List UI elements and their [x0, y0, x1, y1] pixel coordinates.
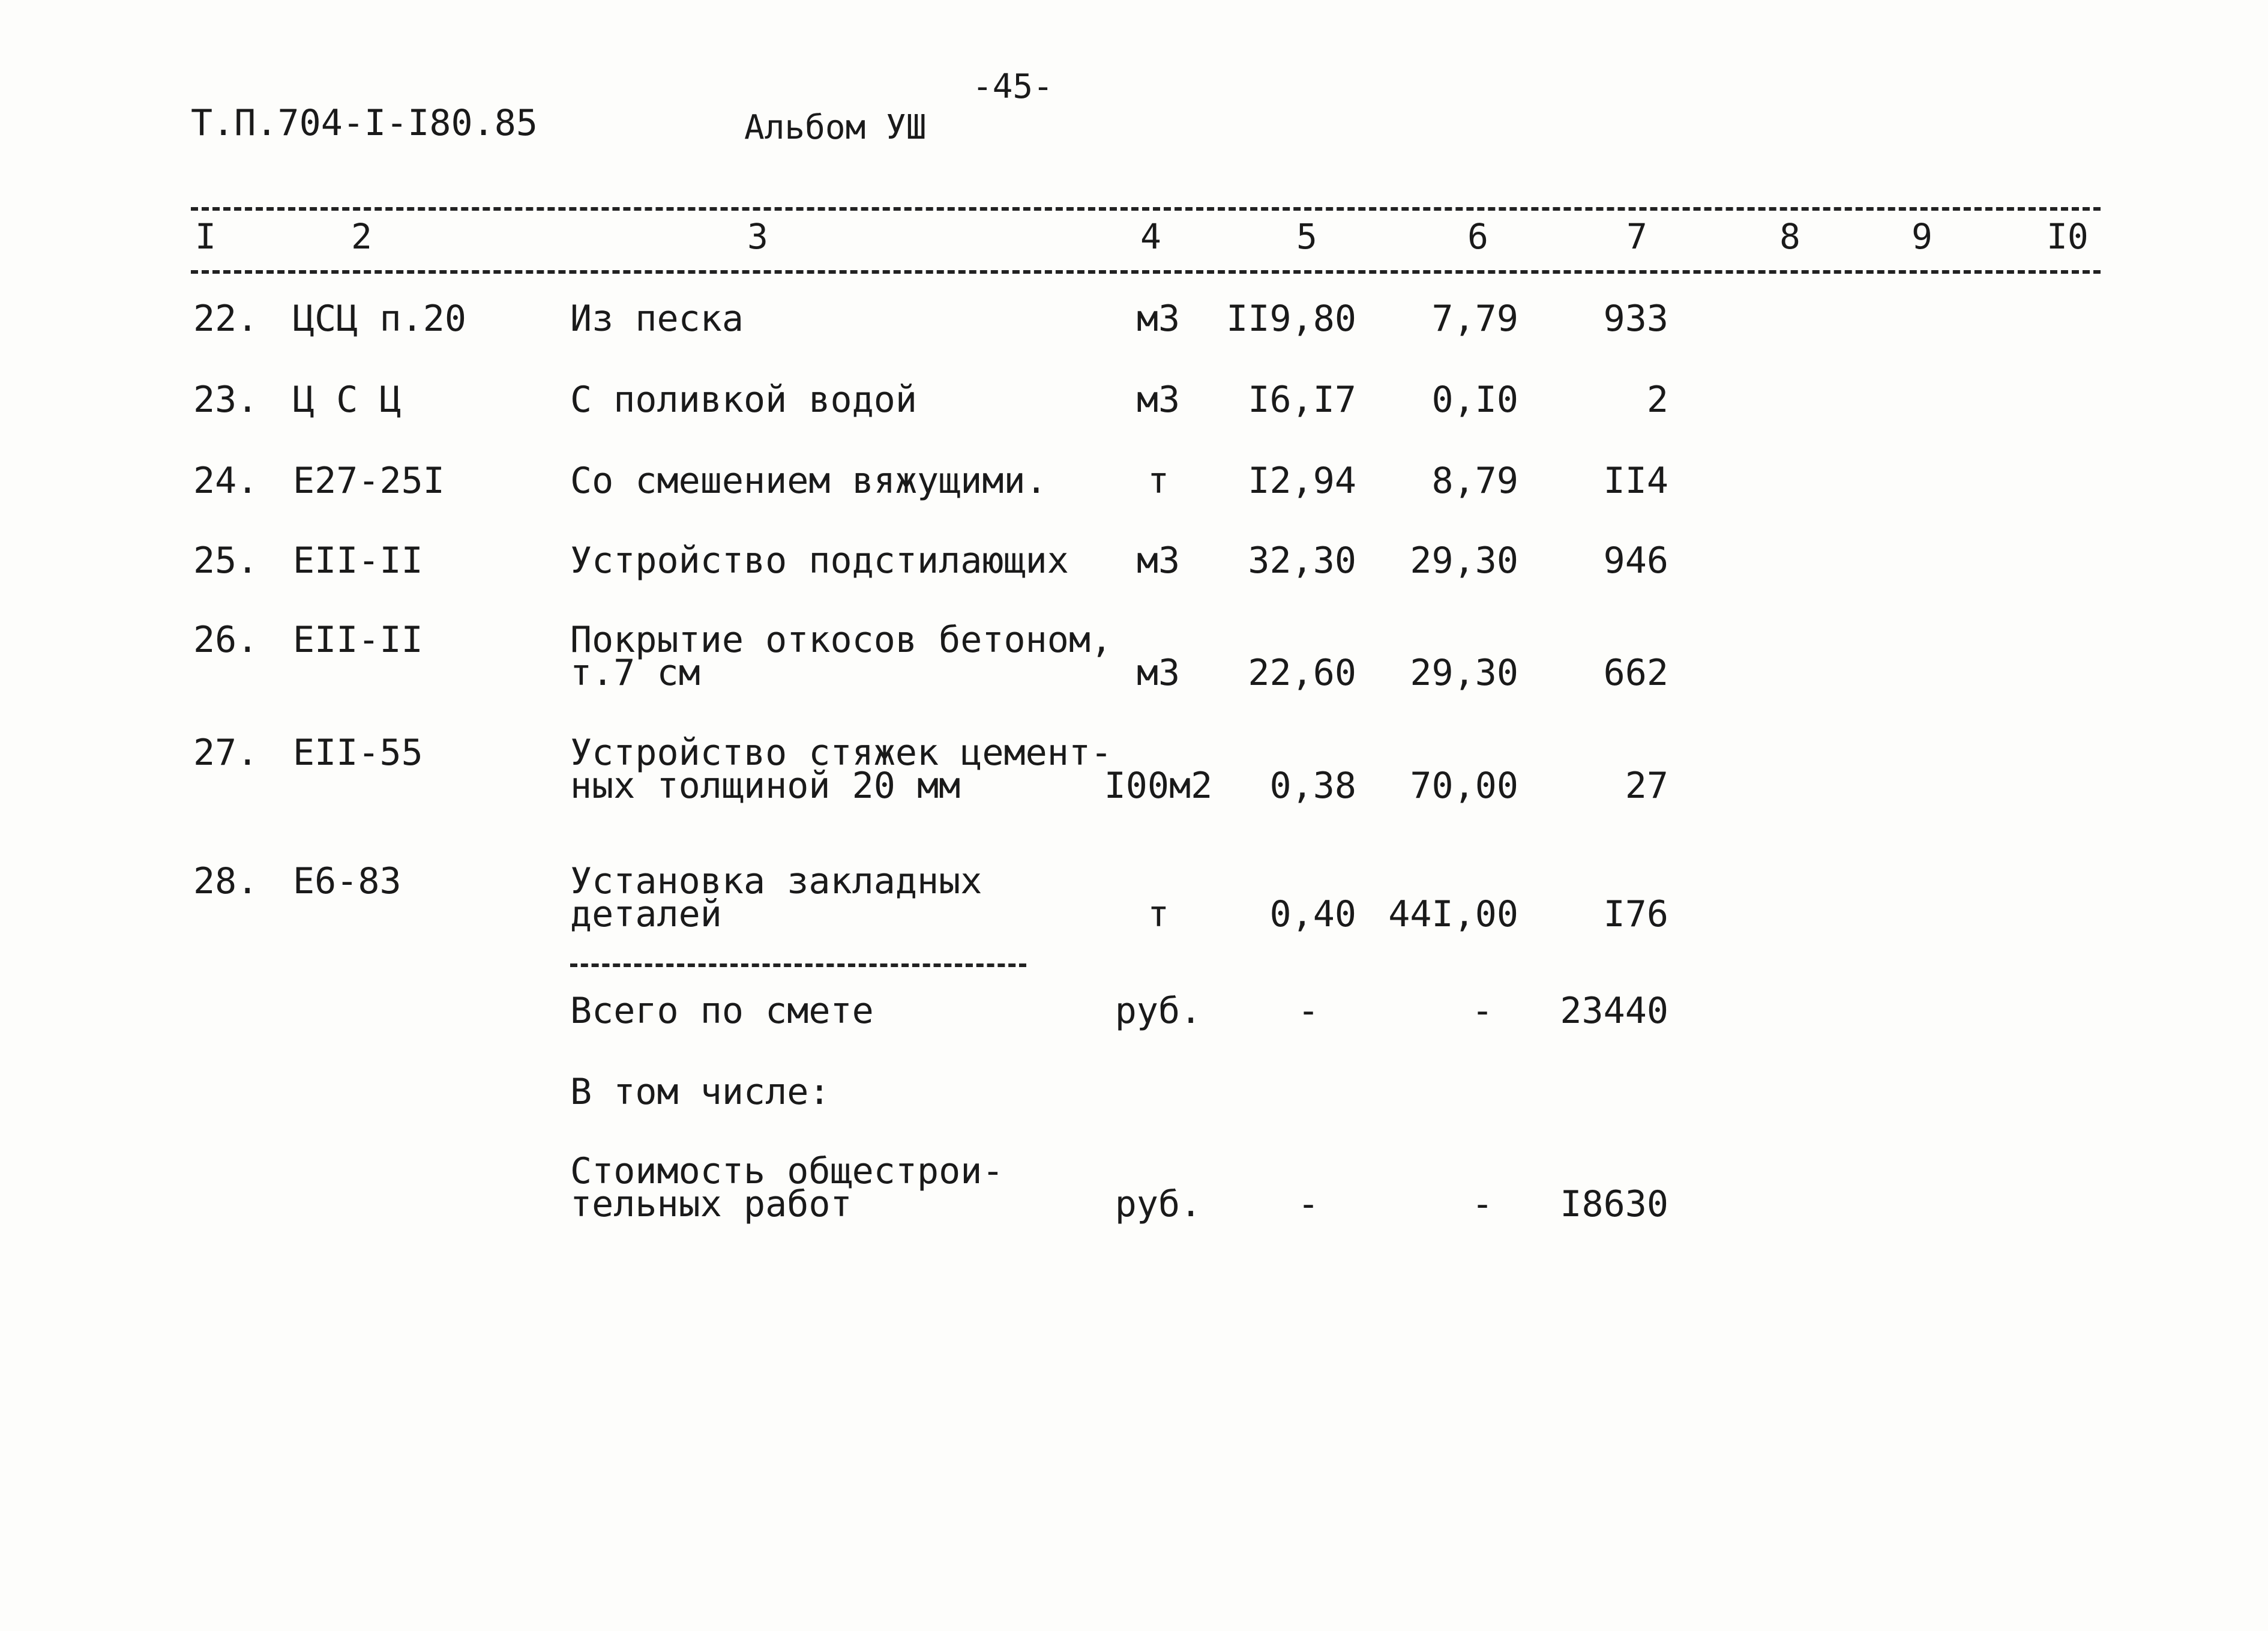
row-total: 946 [1603, 540, 1668, 582]
row-description-line-2: ных толщиной 20 мм [570, 765, 961, 807]
general-works-unit: руб. [1114, 1183, 1202, 1225]
table-top-rule [191, 207, 2101, 211]
row-quantity: 0,38 [1269, 765, 1356, 807]
column-number-8: 8 [1779, 216, 1800, 257]
row-description-line-2: деталей [570, 893, 722, 935]
totals-divider [570, 963, 1026, 967]
row-number: 23. [193, 379, 259, 421]
row-quantity: 32,30 [1248, 540, 1356, 582]
row-quantity: 22,60 [1248, 652, 1356, 694]
row-description: С поливкой водой [570, 379, 917, 421]
row-description: Устройство подстилающих [570, 540, 1069, 582]
row-description: Из песка [570, 298, 744, 340]
row-number: 27. [193, 732, 259, 774]
row-code: ЦСЦ п.20 [293, 298, 466, 340]
row-total: II4 [1603, 460, 1668, 502]
total-unit-price: - [1471, 990, 1494, 1032]
row-total: I76 [1603, 893, 1668, 935]
row-number: 26. [193, 619, 259, 661]
row-unit-price: 7,79 [1431, 298, 1518, 340]
general-works-unit-price: - [1471, 1183, 1494, 1225]
row-total: 933 [1603, 298, 1668, 340]
row-unit: т [1147, 893, 1170, 935]
general-works-value: I8630 [1560, 1183, 1668, 1225]
row-total: 27 [1625, 765, 1668, 807]
general-works-label-line-2: тельных работ [570, 1183, 852, 1225]
column-number-3: 3 [747, 216, 768, 257]
page-number: -45- [972, 67, 1053, 106]
row-unit: м3 [1136, 379, 1181, 421]
row-code: ЕII-II [293, 540, 423, 582]
general-works-label-line-1: Стоимость общестрои- [570, 1150, 1004, 1192]
row-unit: м3 [1136, 540, 1181, 582]
row-unit-price: 8,79 [1431, 460, 1518, 502]
row-unit: I00м2 [1104, 765, 1213, 807]
column-number-5: 5 [1296, 216, 1317, 257]
row-description-line-1: Устройство стяжек цемент- [570, 732, 1113, 774]
row-quantity: I2,94 [1248, 460, 1356, 502]
row-description: Со смешением вяжущими. [570, 460, 1047, 502]
row-description-line-1: Покрытие откосов бетоном, [570, 619, 1113, 661]
column-number-7: 7 [1626, 216, 1647, 257]
row-quantity: I6,I7 [1248, 379, 1356, 421]
general-works-quantity: - [1297, 1183, 1320, 1225]
row-unit-price: 44I,00 [1388, 893, 1518, 935]
row-code: Ц С Ц [293, 379, 402, 421]
document-code: Т.П.704-I-I80.85 [191, 102, 538, 144]
row-unit-price: 70,00 [1410, 765, 1518, 807]
total-label: Всего по смете [570, 990, 874, 1032]
row-quantity: II9,80 [1226, 298, 1356, 340]
row-total: 2 [1646, 379, 1668, 421]
row-unit: м3 [1136, 652, 1181, 694]
row-unit: м3 [1136, 298, 1181, 340]
row-number: 25. [193, 540, 259, 582]
row-total: 662 [1603, 652, 1668, 694]
total-unit: руб. [1114, 990, 1202, 1032]
row-code: Е6-83 [293, 860, 402, 902]
row-quantity: 0,40 [1269, 893, 1356, 935]
row-description-line-1: Установка закладных [570, 860, 982, 902]
column-number-10: I0 [2047, 216, 2089, 257]
row-number: 28. [193, 860, 259, 902]
row-code: ЕII-55 [293, 732, 423, 774]
row-unit-price: 29,30 [1410, 652, 1518, 694]
including-label: В том числе: [570, 1071, 831, 1113]
row-unit-price: 0,I0 [1431, 379, 1518, 421]
total-quantity: - [1297, 990, 1320, 1032]
column-number-4: 4 [1140, 216, 1161, 257]
table-header-rule [191, 270, 2101, 274]
row-unit: т [1147, 460, 1170, 502]
column-number-9: 9 [1912, 216, 1933, 257]
row-description-line-2: т.7 см [570, 652, 700, 694]
row-code: Е27-25I [293, 460, 445, 502]
column-number-6: 6 [1467, 216, 1488, 257]
row-number: 24. [193, 460, 259, 502]
column-number-1: I [195, 216, 216, 257]
row-unit-price: 29,30 [1410, 540, 1518, 582]
album-label: Альбом УШ [744, 108, 927, 147]
row-code: ЕII-II [293, 619, 423, 661]
total-value: 23440 [1560, 990, 1668, 1032]
row-number: 22. [193, 298, 259, 340]
column-number-2: 2 [351, 216, 372, 257]
